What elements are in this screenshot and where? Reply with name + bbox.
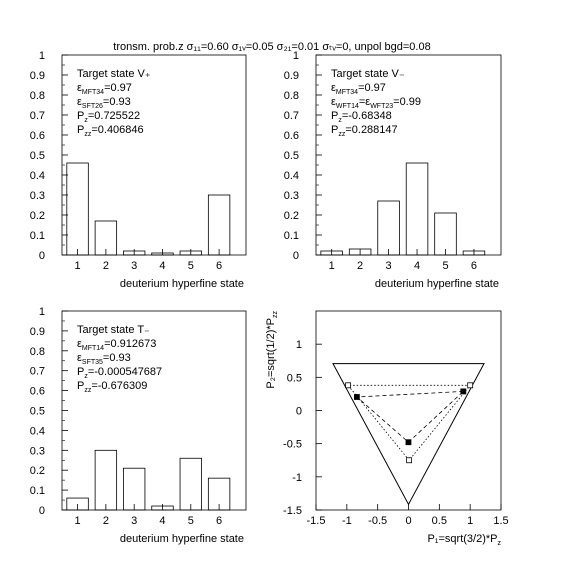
y-tick-label: 0.6 (29, 130, 45, 142)
bar (180, 458, 202, 510)
bar (378, 201, 400, 255)
y-tick-label: 0.2 (29, 210, 45, 222)
annotation-line: Target state V₋ (331, 68, 405, 80)
y-tick-label: -1.5 (283, 505, 302, 517)
annotation-line: $P_{zz}=0.406846$ (77, 124, 144, 138)
data-point (346, 383, 351, 388)
y-tick-label: 0.9 (29, 325, 45, 338)
plot-frame (316, 55, 501, 255)
data-point (468, 383, 473, 388)
x-tick-label: 0 (405, 515, 412, 527)
x-tick-label: -1.5 (306, 515, 326, 527)
y-tick-label: 0.8 (29, 345, 45, 358)
x-tick-label: 3 (385, 260, 392, 272)
y-tick-label: 0.8 (29, 90, 45, 102)
figure-title: tronsm. prob.z σ₁₁=0.60 σ₁ᵥ=0.05 σ₂₁=0.01 σₜᵥ=0, unpol bgd=0.08 (113, 41, 431, 53)
y-tick-label: 0.9 (29, 70, 45, 82)
annotation-line: $\varepsilon_{SFT26}=0.93$ (77, 96, 131, 110)
y-tick-label: -0.5 (283, 438, 302, 451)
x-axis-label: $P_1=sqrt(3/2)*P_z$ (427, 533, 501, 547)
x-axis-label: deuterium hyperfine state (374, 278, 499, 290)
x-tick-label: 4 (159, 515, 166, 527)
y-tick-label: 0.5 (29, 405, 45, 418)
y-tick-label: 0.1 (283, 230, 299, 242)
x-tick-label: 0.5 (431, 515, 447, 527)
y-tick-label: 0.2 (283, 210, 299, 222)
y-tick-label: 0.9 (283, 70, 299, 82)
bar (435, 213, 457, 255)
y-tick-label: 0 (292, 250, 299, 262)
x-tick-label: 6 (470, 260, 478, 272)
annotation-line: $P_z=-0.000547687$ (77, 366, 163, 380)
y-tick-label: 0.5 (283, 150, 299, 162)
y-tick-label: 0.1 (29, 485, 45, 498)
y-tick-label: 0.2 (29, 465, 45, 478)
y-tick-label: 0 (38, 505, 45, 517)
bar (95, 450, 117, 510)
y-tick-label: 0.6 (283, 130, 299, 142)
x-tick-label: -0.5 (368, 515, 388, 527)
x-tick-label: 3 (131, 515, 138, 527)
x-tick-label: 2 (102, 515, 109, 527)
annotation-line: Target state T₋ (77, 324, 150, 336)
annotation-line: $P_{zz}=0.288147$ (331, 124, 398, 138)
y-tick-label: 0.4 (29, 425, 45, 438)
y-tick-label: 0.7 (29, 365, 45, 378)
y-tick-label: 0.5 (286, 372, 302, 385)
plot-frame (316, 311, 501, 510)
y-tick-label: 0 (38, 250, 45, 262)
y-tick-label: 0.4 (29, 170, 45, 182)
y-tick-label: 0.3 (29, 190, 45, 202)
x-tick-label: 3 (131, 260, 138, 272)
chart-panel-4 (265, 311, 509, 548)
y-tick-label: 1 (38, 306, 45, 318)
x-tick-label: 6 (216, 260, 223, 272)
plot-frame (62, 55, 246, 255)
bar (208, 195, 230, 255)
boundary-triangle (333, 364, 484, 505)
data-point (406, 440, 411, 445)
bar (406, 163, 428, 255)
y-axis-label: $P_2=sqrt(1/2)*P_{zz}$ (265, 311, 279, 389)
data-point (354, 394, 359, 399)
x-tick-label: 2 (357, 260, 364, 272)
y-tick-label: 1 (292, 50, 299, 62)
y-tick-label: -1 (292, 471, 302, 484)
x-tick-label: 6 (216, 515, 223, 527)
x-tick-label: 1 (74, 260, 81, 272)
x-axis-label: deuterium hyperfine state (119, 278, 244, 290)
y-tick-label: 0.3 (29, 445, 45, 458)
x-tick-label: 5 (187, 260, 194, 272)
data-point (407, 458, 412, 463)
x-tick-label: 5 (442, 260, 449, 272)
bar (123, 468, 145, 510)
annotation-line: $\varepsilon_{MFT14}=0.912673$ (77, 338, 157, 352)
annotation-line: $\varepsilon_{WFT14}=\varepsilon_{WFT23}=0.99$ (331, 96, 421, 110)
x-tick-label: 5 (187, 515, 194, 527)
series-outline (357, 391, 463, 442)
y-tick-label: 0.7 (29, 110, 45, 122)
chart-panel-3 (30, 306, 246, 545)
x-tick-label: 1 (467, 515, 474, 527)
y-tick-label: 0.7 (283, 110, 299, 122)
annotation-line: $\varepsilon_{MFT34}=0.97$ (331, 82, 386, 96)
y-tick-label: 0 (295, 405, 302, 418)
bar (67, 163, 89, 255)
x-tick-label: -1 (341, 515, 352, 527)
y-tick-label: 0.6 (29, 385, 45, 398)
x-tick-label: 2 (102, 260, 109, 272)
y-tick-label: 1 (38, 50, 45, 62)
x-tick-label: 1 (328, 260, 335, 272)
annotation-line: Target state V₊ (77, 68, 151, 80)
annotation-line: $P_z=-0.68348$ (331, 110, 392, 124)
annotation-line: $\varepsilon_{MFT34}=0.97$ (77, 82, 132, 96)
y-tick-label: 0.3 (283, 190, 299, 202)
annotation-line: $\varepsilon_{SFT35}=0.93$ (77, 352, 131, 366)
x-tick-label: 1 (74, 515, 81, 527)
x-tick-label: 1.5 (493, 515, 509, 527)
y-tick-label: 0.4 (283, 170, 299, 182)
y-tick-label: 1 (295, 339, 302, 352)
y-tick-label: 0.5 (29, 150, 45, 162)
y-tick-label: 0.8 (283, 90, 299, 102)
y-tick-label: 0.1 (29, 230, 45, 242)
x-tick-label: 4 (159, 260, 166, 272)
x-tick-label: 4 (413, 260, 421, 272)
chart-panel-1 (30, 50, 246, 290)
annotation-line: $P_{zz}=-0.676309$ (77, 380, 148, 394)
annotation-line: $P_z=0.725522$ (77, 110, 141, 124)
x-axis-label: deuterium hyperfine state (119, 533, 244, 545)
chart-panel-2 (284, 50, 501, 290)
